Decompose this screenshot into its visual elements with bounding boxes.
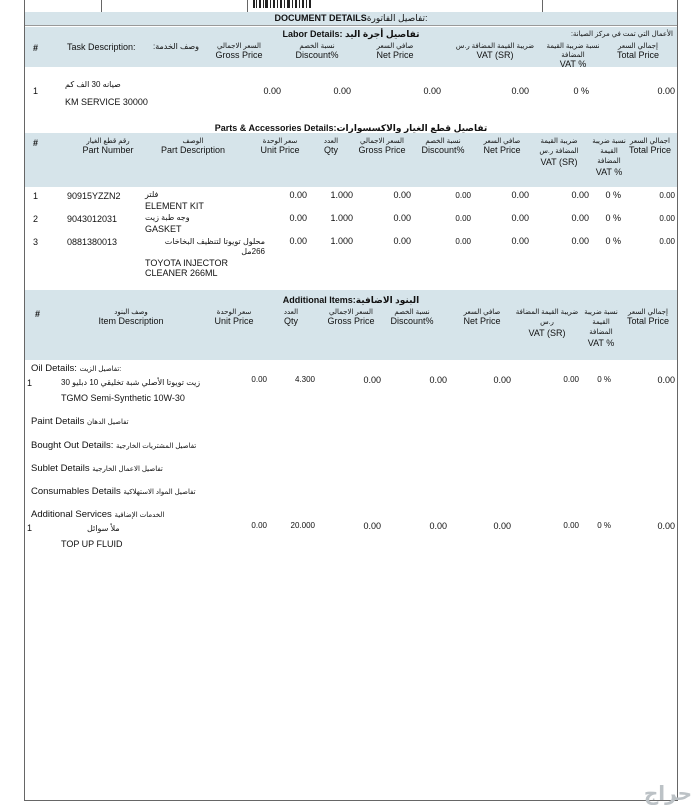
parts-col-no: # [33, 138, 39, 148]
barcode-icon [253, 0, 313, 8]
parts-col-vatpct: نسبة ضريبة القيمة المضافة VAT % [592, 138, 626, 177]
parts-col-total: اجمالي السعر Total Price [628, 138, 672, 155]
labor-col-no: # [33, 43, 39, 53]
labor-col-net: صافي السعر Net Price [376, 43, 414, 60]
additional-col-net: صافي السعر Net Price [463, 309, 501, 326]
labor-col-task-ar: وصف الخدمة: [153, 42, 199, 51]
additional-col-disc: نسبة الخصم Discount% [390, 309, 434, 326]
additional-col-no: # [35, 309, 41, 319]
labor-col-task-en: Task Description: [67, 42, 136, 52]
paint-details-label: Paint Details تفاصيل الدهان [31, 416, 129, 427]
additional-section-title: Additional Items:البنود الاضافية [282, 295, 420, 305]
additional-col-total: إجمالي السعر Total Price [626, 309, 670, 326]
parts-col-qty: العدد Qty [323, 138, 339, 155]
parts-col-pn: رقم قطع الغيار Part Number [82, 138, 134, 155]
doc-header-title: DOCUMENT DETAILS [274, 13, 367, 23]
parts-col-unit: سعر الوحدة Unit Price [260, 138, 300, 155]
labor-col-vatsr: ضريبة القيمة المضافة ر.س VAT (SR) [455, 43, 535, 60]
invoice-page: DOCUMENT DETAILSتفاصيل الفاتورة: Labor Details: تفاصيل أجرة اليد الأعمال التي تمت في مركز الصيانة: # Task Description: وصف الخدمة: السعر الاجمالي Gross Price نسبة الخصم Discount% صافي السعر Net Price ضريبة القيمة المضافة ر.س VAT (SR) نسبة ضريبة القيمة المضافة VAT % إجمالي السعر Total Price 1 صيانه 30 الف كم KM SERVICE 30000 0.00 0.00 0.00 0.00 0 % 0.00 Parts & Accessories Details:تفاصيل قطع الغيار والاكسسوارات # رقم قطع الغيار Part Number الوصف Part Description سعر الوحدة Unit Price العدد Qty السعر الاجمالي Gross Price نسبة الخصم Discount% صافي السعر Net Price ضريبة القيمة المضافة ر.س VAT (SR) نسبة ضريبة القيمة المضافة VAT % اجمالي السعر Total Price 1 90915YZZN2 فلتر ELEMENT KIT 0.00 1.000 0.00 0.00 0.00 0.00 0 % 0.00 2 9043012031 وجه طبة زيت GASKET 0.00 1.000 0.00 0.00 0.00 0.00 0 % 0.00 3 0881380013 محلول تويوتا لتنظيف البخاخات 266مل TOYOTA INJECTOR CLEANER 266ML 0.00 1.000 0.00 0.00 0.00 0.00 0 % 0.00 Additional Items:البنود الاضافية # وصف البنود Item Description سعر الوحدة Unit Price العدد Qty السعر الاجمالي Gross Price نسبة الخصم Discount% صافي السعر Net Price ضريبة القيمة المضافة ر.س VAT (SR) نسبة ضريبة القيمة المضافة VAT % إجمالي السعر Total Price Oil Details: تفاصيل الزيت: 1 زيت تويوتا الأصلي شبة تخليقي 10 دبليو 30 TGMO Semi-Synthetic 10W-30 0.00 4.300 0.00 0.00 0.00 0.00 0 % 0.00 Paint Details تفاصيل الدهان Bought Out Details: تفاصيل المشتريات الخارجية Sublet Details تفاصيل الاعمال الخارجية Consumables Details تفاصيل المواد الاستهلاكية Additional Services الخدمات الإضافية 1 ملأ سوائل TOP UP FLUID 0.00 20.000 0.00 0.00 0.00 0.00 0 % 0.00 [24, 0, 678, 801]
additional-col-gross: السعر الاجمالي Gross Price [327, 309, 375, 326]
labor-col-disc: نسبة الخصم Discount% [295, 43, 339, 60]
labor-ar-note: الأعمال التي تمت في مركز الصيانة: [570, 31, 673, 38]
labor-col-gross: السعر الاجمالي Gross Price [215, 43, 263, 60]
additional-col-desc: وصف البنود Item Description [98, 309, 164, 326]
additional-col-vatsr: ضريبة القيمة المضافة ر.س VAT (SR) [515, 309, 579, 338]
additional-services-label: Additional Services الخدمات الإضافية [31, 509, 165, 520]
parts-section-title: Parts & Accessories Details:تفاصيل قطع الغيار والاكسسوارات [214, 123, 488, 133]
parts-col-vatsr: ضريبة القيمة المضافة ر.س VAT (SR) [539, 138, 579, 167]
labor-section-title: Labor Details: تفاصيل أجرة اليد [282, 29, 420, 39]
labor-col-vatpct: نسبة ضريبة القيمة المضافة VAT % [546, 43, 600, 69]
additional-col-vatpct: نسبة ضريبة القيمة المضافة VAT % [584, 309, 618, 348]
parts-col-net: صافي السعر Net Price [483, 138, 521, 155]
parts-col-gross: السعر الاجمالي Gross Price [358, 138, 406, 155]
consumables-details-label: Consumables Details تفاصيل المواد الاستهلاكية [31, 486, 196, 497]
doc-header-title-ar: تفاصيل الفاتورة: [366, 13, 428, 23]
additional-col-qty: العدد Qty [283, 309, 299, 326]
document-details-header [25, 12, 677, 26]
additional-col-unit: سعر الوحدة Unit Price [214, 309, 254, 326]
parts-col-desc: الوصف Part Description [160, 138, 226, 155]
oil-details-label: Oil Details: تفاصيل الزيت: [31, 363, 122, 374]
parts-col-disc: نسبة الخصم Discount% [421, 138, 465, 155]
bought-out-details-label: Bought Out Details: تفاصيل المشتريات الخارجية [31, 440, 197, 451]
labor-col-total: إجمالي السعر Total Price [616, 43, 660, 60]
haraj-watermark: حراج [643, 783, 692, 805]
sublet-details-label: Sublet Details تفاصيل الاعمال الخارجية [31, 463, 163, 474]
